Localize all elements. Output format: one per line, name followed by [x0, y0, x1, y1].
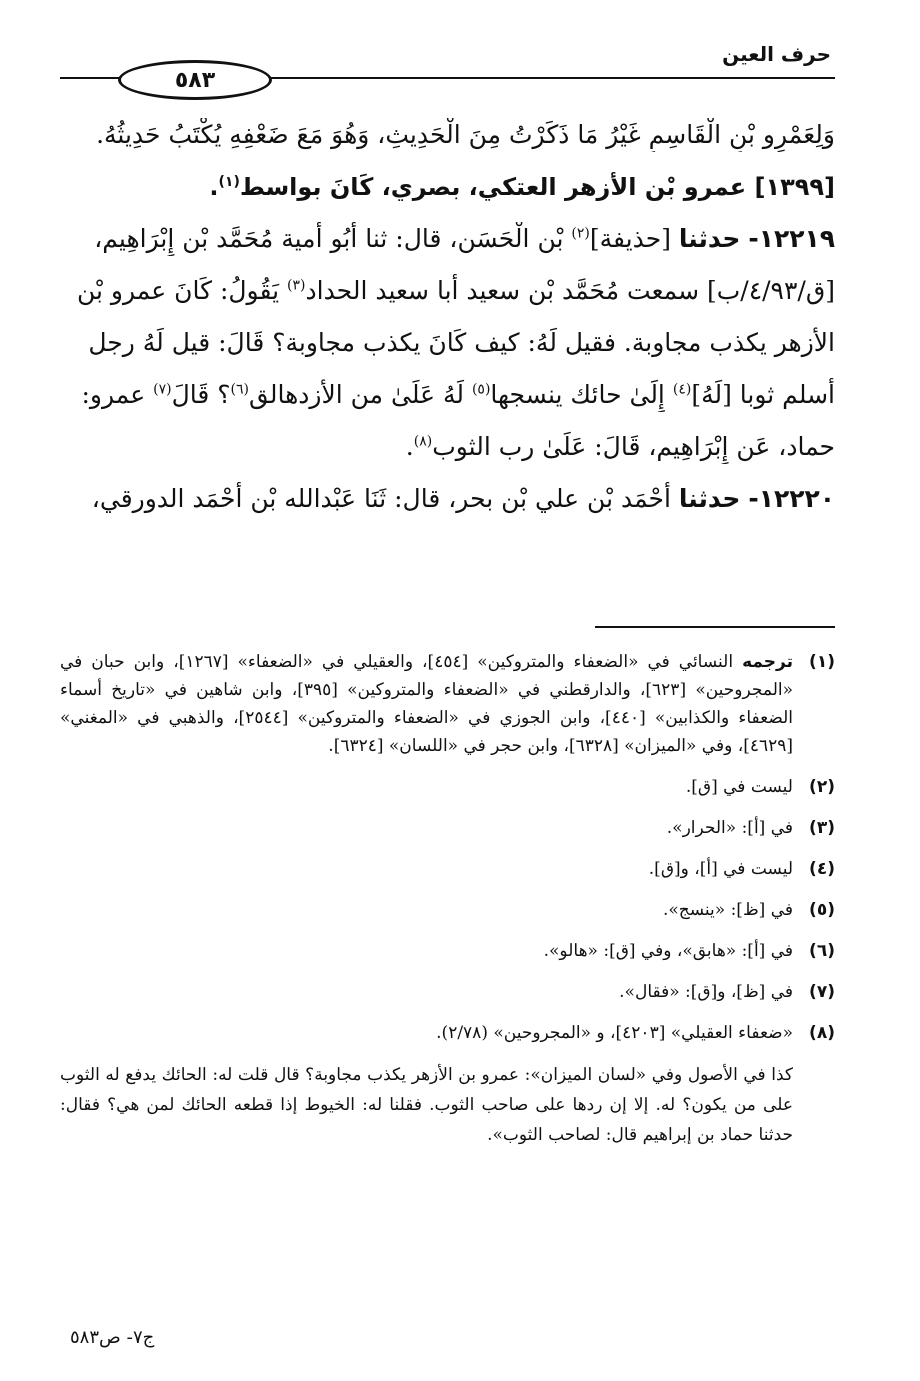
hadith-text: بْن الْحَسَن، قال: ثنا أَبُو أمية مُحَمَّد بْن إِبْرَاهِيم، — [94, 224, 564, 253]
footnotes — [60, 648, 835, 1150]
hadith-text: عمرو: — [81, 380, 146, 409]
hadith-12219-line-2 — [60, 274, 835, 308]
footnote-ref: (٦) — [230, 381, 249, 398]
footnote-ref: (٧) — [153, 381, 172, 398]
page-header — [60, 36, 835, 106]
hadith-text: [حذيفة] — [589, 224, 671, 253]
entry-heading — [60, 170, 835, 204]
footnote-number: (٣) — [809, 818, 835, 838]
volume-page-reference: ج٧- ص٥٨٣ — [70, 1327, 155, 1348]
hadith-12220-line-1 — [60, 482, 835, 516]
footnote-item — [60, 648, 835, 760]
footnote-body: ليست في [ق]. — [685, 777, 793, 797]
hadith-opening-word: حدثنا — [678, 224, 741, 253]
footnote-separator — [595, 626, 835, 628]
footnote-ref: (٢) — [571, 225, 590, 242]
footnote-body: ليست في [أ]، و[ق]. — [648, 859, 793, 879]
footnote-item — [60, 814, 835, 842]
hadith-12219-line-3: الأزهر يكذب مجاوبة. فقيل لَهُ: كيف كَانَ يكذب مجاوبة؟ قَالَ: قيل لَهُ رجل — [88, 328, 835, 357]
footnote-number: (٧) — [809, 982, 835, 1002]
footnote-ref: (٥) — [471, 381, 491, 398]
footnote-number: (٨) — [809, 1023, 835, 1043]
page-number: ٥٨٣ — [118, 60, 272, 100]
main-text — [60, 118, 835, 534]
footnote-lead-word: ترجمه — [742, 652, 793, 672]
footnote-ref: (٨) — [413, 433, 433, 450]
hadith-text: لَهُ عَلَىٰ من الأزدهالق — [248, 380, 464, 409]
hadith-12219-line-1 — [60, 222, 835, 256]
footnote-ref: (٤) — [672, 381, 692, 398]
footnote-body: في [أ]: «الحرار». — [666, 818, 793, 838]
hadith-number: ١٢٢١٩- — [748, 224, 835, 253]
footnote-body: النسائي في «الضعفاء والمتروكين» [٤٥٤]، والعقيلي في «الضعفاء» [١٢٦٧]، وابن حبان في «المجروحين» [٦٢٣]، والدارقطني في «الضعفاء والمتروكين» [٣٩٥]، وابن شاهين في «تاريخ أسماء الضعفاء والكذابين» [٤٤٠]، وابن الجوزي في «الضعفاء والمتروكين» [٢٥٤٤]، والذهبي في «المغني» [٤٦٢٩]، وفي «الميزان» [٦٣٢٨]، وابن حجر في «اللسان» [٦٣٢٤]. — [60, 652, 793, 756]
footnote-number: (٥) — [809, 900, 835, 920]
hadith-text: [ق/٤/٩٣/ب] سمعت مُحَمَّد بْن سعيد أبا سعيد الحداد — [305, 276, 835, 305]
footnote-comment: كذا في الأصول وفي «لسان الميزان»: عمرو بن الأزهر يكذب مجاوبة؟ قال قلت له: الحائك يدفع له الثوب على من يكون؟ له. إلا إن ردها على صاحب الثوب. فقلنا له: الخيوط إذا قطعه الحائك لمن هي؟ فقال: حدثنا حماد بن إبراهيم قال: لصاحب الثوب». — [60, 1065, 793, 1145]
text-line-1: وَلِعَمْرِو بْنِ الْقَاسِمِ غَيْرُ مَا ذَكَرْتُ مِنَ الْحَدِيثِ، وَهُوَ مَعَ ضَعْفِهِ يُكْتَبُ حَدِيثُهُ. — [96, 120, 835, 149]
footnote-number: (٤) — [809, 859, 835, 879]
footnote-body: في [ظ]، و[ق]: «فقال». — [619, 982, 793, 1002]
footnote-ref: (١) — [218, 174, 240, 190]
footnote-body: «ضعفاء العقيلي» [٤٢٠٣]، و «المجروحين» (٢/٧٨). — [436, 1023, 793, 1043]
footnote-item — [60, 978, 835, 1006]
footnote-number: (٦) — [809, 941, 835, 961]
entry-heading-text: [١٣٩٩] عمرو بْن الأزهر العتكي، بصري، كَانَ بواسط — [239, 173, 835, 201]
hadith-opening-word: حدثنا — [678, 484, 741, 513]
hadith-text: ؟ قَالَ — [171, 380, 231, 409]
hadith-text: إِلَىٰ حائك ينسجها — [490, 380, 665, 409]
footnote-item — [60, 855, 835, 883]
footnote-item — [60, 773, 835, 801]
hadith-text: أسلم ثوبا [لَهُ] — [691, 380, 835, 409]
footnote-item — [60, 937, 835, 965]
hadith-12219-line-4 — [60, 378, 835, 412]
hadith-text: حماد، عَن إِبْرَاهِيم، قَالَ: عَلَىٰ رب الثوب — [432, 432, 835, 461]
footnote-item — [60, 1019, 835, 1047]
footnote-ref: (٣) — [287, 277, 306, 294]
footnote-text — [60, 648, 793, 760]
footnote-body: في [أ]: «هابق»، وفي [ق]: «هالو». — [543, 941, 793, 961]
entry-heading-end: . — [209, 173, 219, 201]
hadith-number: ١٢٢٢٠- — [748, 484, 835, 513]
footnote-number: (١) — [809, 652, 835, 672]
hadith-text: أَحْمَد بْن علي بْن بحر، قال: ثَنَا عَبْدالله بْن أَحْمَد الدورقي، — [91, 484, 671, 513]
hadith-text: يَقُولُ: كَانَ عمرو بْن — [77, 276, 280, 305]
hadith-12219-line-5 — [60, 430, 835, 464]
footnote-body: في [ظ]: «ينسج». — [662, 900, 793, 920]
footnote-item — [60, 896, 835, 924]
chapter-title: حرف العين — [722, 42, 831, 66]
hadith-text: . — [405, 432, 414, 461]
footnote-number: (٢) — [809, 777, 835, 797]
